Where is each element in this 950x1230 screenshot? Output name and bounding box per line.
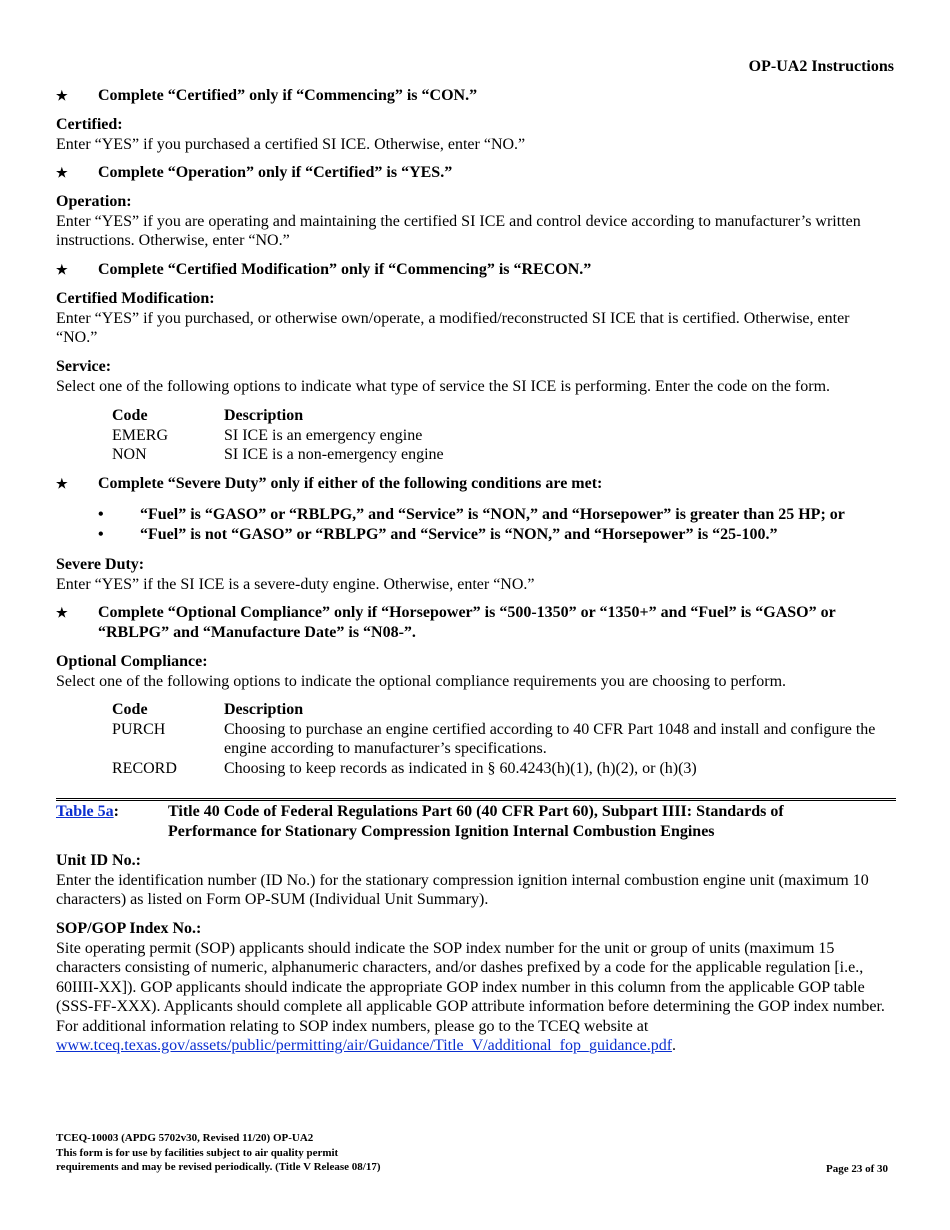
page-header-title: OP-UA2 Instructions: [748, 58, 894, 75]
bullet-icon: •: [98, 506, 104, 523]
table-row: [112, 720, 894, 759]
severe-section: [56, 555, 894, 594]
optional-heading: Optional Compliance:: [56, 653, 208, 670]
certmod-condition: ★ Complete “Certified Modification” only if “Commencing” is “RECON.”: [56, 261, 592, 278]
operation-condition: ★ Complete “Operation” only if “Certified” is “YES.”: [56, 164, 453, 181]
unitid-heading: Unit ID No.:: [56, 852, 141, 869]
description-cell: Choosing to purchase an engine certified according to 40 CFR Part 1048 and install and configure the engine according to manufacturer’s specifications.: [224, 720, 876, 757]
page-footer: [56, 1131, 380, 1175]
footer-note-1: This form is for use by facilities subject to air quality permit: [56, 1146, 339, 1159]
star-icon: ★: [56, 476, 68, 491]
description-cell: SI ICE is an emergency engine: [224, 426, 423, 444]
table-row: [112, 426, 894, 446]
operation-text: Enter “YES” if you are operating and maintaining the certified SI ICE and control device according to manufacturer’s written instructions. Otherwise, enter “NO.”: [56, 212, 861, 249]
table-5a-colon: :: [113, 803, 119, 820]
service-section: [56, 357, 894, 396]
operation-heading: Operation:: [56, 193, 132, 210]
severe-bullet-2: • “Fuel” is not “GASO” or “RBLPG” and “Service” is “NON,” and “Horsepower” is “25-100.”: [98, 526, 778, 543]
table-5a-link[interactable]: Table 5a: [56, 803, 114, 820]
bullet-icon: •: [98, 526, 104, 543]
description-cell: SI ICE is a non-emergency engine: [224, 446, 444, 463]
certified-condition: ★ Complete “Certified” only if “Commencing” is “CON.”: [56, 87, 478, 104]
sopgop-text: Site operating permit (SOP) applicants should indicate the SOP index number for the unit or group of units (maximum 15 characters consisting of numeric, alphanumeric characters, and/or dashes prefixed by a code for the applicable regulation [i.e., 60IIII-XX]). GOP applicants should indicate the appropriate GOP index number in this column from the applicable GOP table (SSS-FF-XXX). Applicants should complete all applicable GOP attribute information before determining the GOP index number. For additional information relating to SOP index numbers, please go to the TCEQ website at www.tceq.texas.gov/assets/public/permitting/air/Guidance/Title_V/additional_fop_guidance.pdf.: [56, 939, 885, 1054]
star-icon: ★: [56, 262, 68, 277]
section-divider: [56, 798, 896, 801]
column-header-code: Code: [112, 701, 148, 718]
column-header-description: Description: [224, 407, 304, 424]
optional-section: [56, 652, 894, 691]
optional-code-table: [112, 700, 894, 778]
operation-section: [56, 192, 894, 251]
code-cell: RECORD: [112, 759, 177, 777]
certified-section: [56, 115, 894, 154]
certmod-section: [56, 289, 894, 348]
severe-condition: ★ Complete “Severe Duty” only if either of the following conditions are met:: [56, 475, 603, 492]
severe-text: Enter “YES” if the SI ICE is a severe-duty engine. Otherwise, enter “NO.”: [56, 575, 535, 593]
severe-heading: Severe Duty:: [56, 556, 145, 573]
page-number: Page 23 of 30: [825, 1163, 888, 1175]
certified-heading: Certified:: [56, 116, 123, 133]
star-icon: ★: [56, 88, 68, 103]
sopgop-section: [56, 919, 894, 1056]
description-cell: Choosing to keep records as indicated in § 60.4243(h)(1), (h)(2), or (h)(3): [224, 759, 697, 777]
service-heading: Service:: [56, 358, 112, 375]
column-header-code: Code: [112, 407, 148, 424]
optional-text: Select one of the following options to indicate the optional compliance requirements you are choosing to perform.: [56, 672, 787, 690]
certmod-text: Enter “YES” if you purchased, or otherwise own/operate, a modified/reconstructed SI ICE that is certified. Otherwise, enter “NO.”: [56, 309, 850, 346]
column-header-description: Description: [224, 701, 304, 718]
unitid-section: [56, 851, 894, 910]
service-text: Select one of the following options to indicate what type of service the SI ICE is performing. Enter the code on the form.: [56, 377, 831, 395]
footer-note-2: requirements and may be revised periodically. (Title V Release 08/17): [56, 1161, 381, 1173]
star-icon: ★: [56, 165, 68, 180]
certmod-heading: Certified Modification:: [56, 290, 215, 307]
table-5a-title: Title 40 Code of Federal Regulations Part 60 (40 CFR Part 60), Subpart IIII: Standards of Performance for Stationary Compression Ignition Internal Combustion Engines: [168, 803, 784, 840]
certified-text: Enter “YES” if you purchased a certified SI ICE. Otherwise, enter “NO.”: [56, 135, 526, 153]
sopgop-heading: SOP/GOP Index No.:: [56, 920, 202, 937]
code-cell: EMERG: [112, 426, 168, 444]
table-row: [112, 445, 894, 465]
star-icon: ★: [56, 605, 68, 620]
table-5a-heading: [56, 802, 896, 840]
table-row: [112, 759, 894, 779]
footer-form-id: TCEQ-10003 (APDG 5702v30, Revised 11/20) OP-UA2: [56, 1132, 314, 1144]
fop-guidance-link[interactable]: www.tceq.texas.gov/assets/public/permitting/air/Guidance/Title_V/additional_fop_guidance.pdf: [56, 1037, 673, 1054]
optional-condition: ★ Complete “Optional Compliance” only if “Horsepower” is “500-1350” or “1350+” and “Fuel” is “GASO” or “RBLPG” and “Manufacture Date” is “N08-”.: [56, 604, 836, 641]
code-cell: NON: [112, 446, 147, 463]
service-code-table: [112, 406, 894, 465]
severe-bullet-1: • “Fuel” is “GASO” or “RBLPG,” and “Service” is “NON,” and “Horsepower” is greater than 25 HP; or: [98, 506, 845, 523]
unitid-text: Enter the identification number (ID No.) for the stationary compression ignition internal combustion engine unit (maximum 10 characters) as listed on Form OP-SUM (Individual Unit Summary).: [56, 871, 869, 908]
code-cell: PURCH: [112, 720, 166, 738]
